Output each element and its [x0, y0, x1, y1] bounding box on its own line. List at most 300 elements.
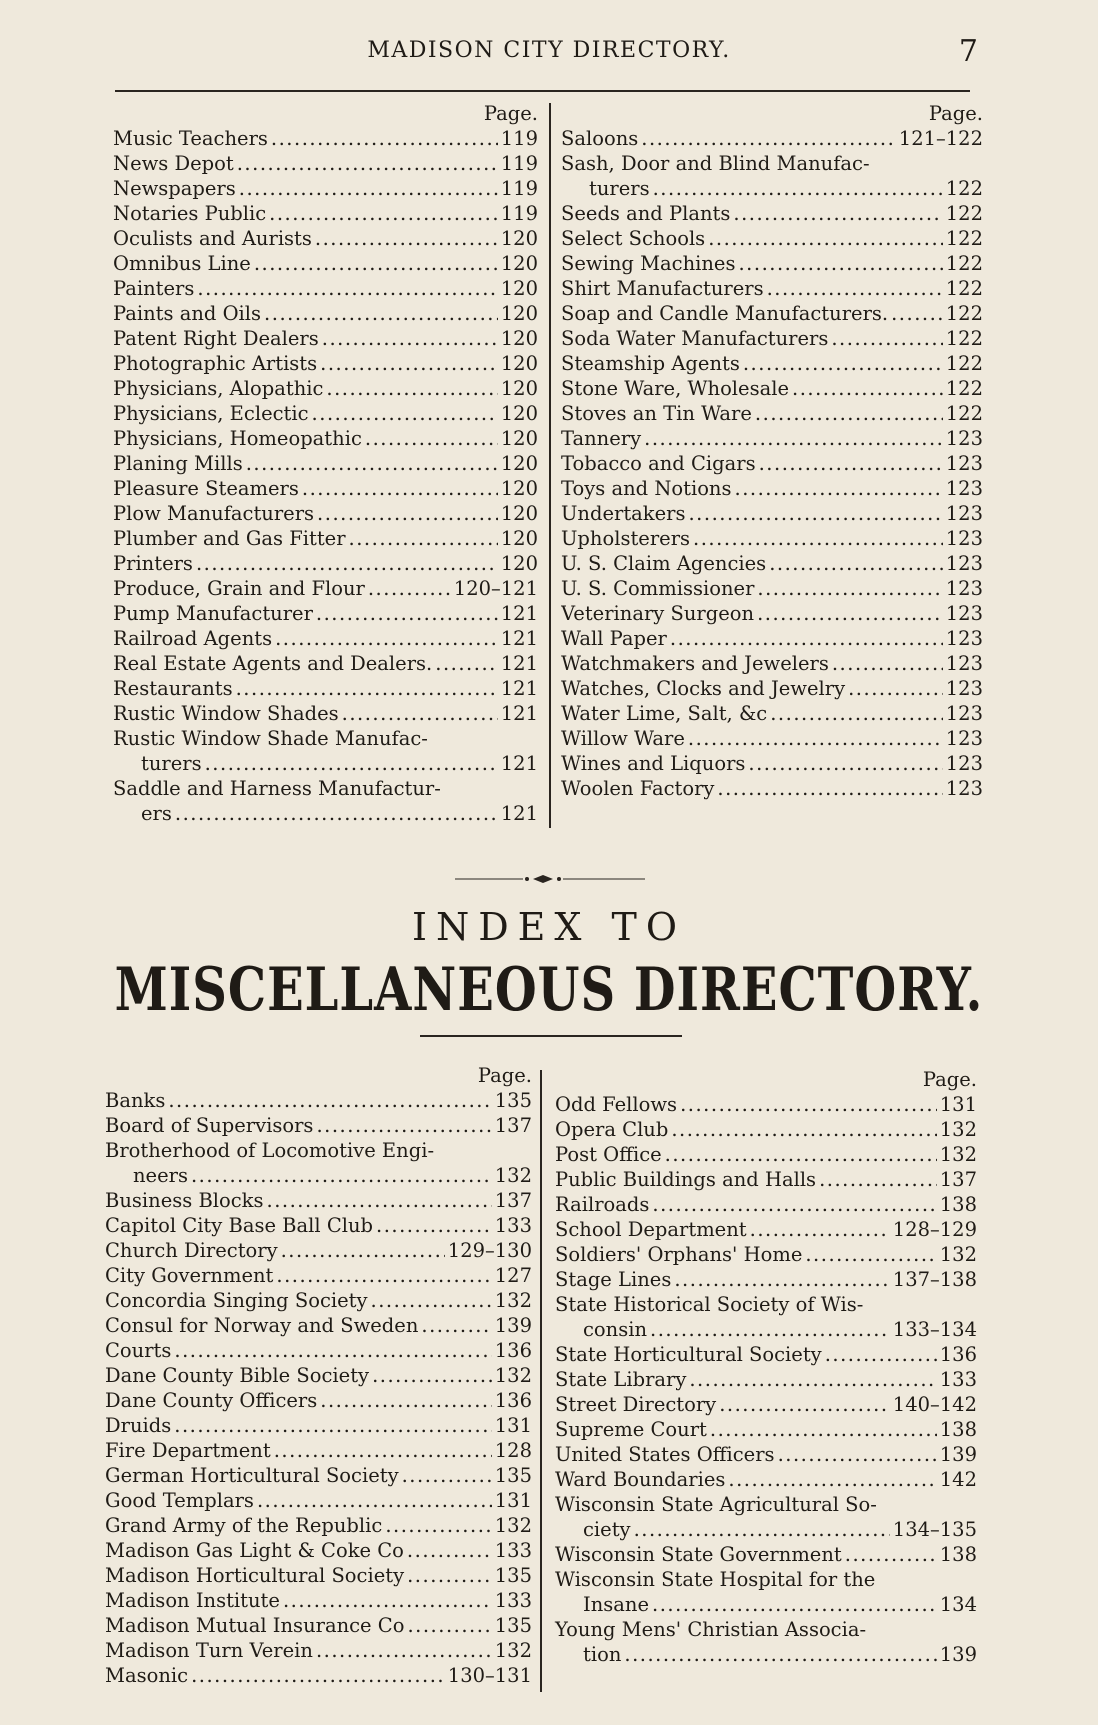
index-entry: [105, 1488, 532, 1513]
index-entry-name: Wisconsin State Agricultural So-: [555, 1493, 877, 1516]
index-entry-page: 120: [500, 227, 538, 250]
index-entry: [555, 1517, 977, 1542]
index-entry: [561, 701, 983, 726]
index-entry-page: 132: [494, 1639, 532, 1662]
index-entry-name: Madison Horticultural Society: [105, 1564, 405, 1587]
index-entry-name: Wall Paper: [561, 627, 667, 650]
index-entry: [561, 226, 983, 251]
index-entry-page: 139: [494, 1314, 532, 1337]
leader-dots: [271, 126, 498, 151]
top-left-index-column: [113, 101, 538, 826]
index-entry-page: 137–138: [892, 1268, 977, 1291]
leader-dots: [738, 251, 942, 276]
index-entry: [561, 676, 983, 701]
leader-dots: [767, 276, 943, 301]
index-entry-page: 123: [945, 727, 983, 750]
index-entry-page: 120: [500, 427, 538, 450]
leader-dots: [665, 1142, 937, 1167]
index-entry: [113, 351, 538, 376]
index-entry-page: 131: [494, 1414, 532, 1437]
index-entry-page: 122: [945, 252, 983, 275]
index-entry-name: Toys and Notions: [561, 477, 732, 500]
index-entry-page: 134: [939, 1593, 977, 1616]
leader-dots: [641, 126, 896, 151]
index-entry-name: Courts: [105, 1339, 172, 1362]
index-entry: [561, 776, 983, 801]
index-entry-name: Madison Institute: [105, 1589, 280, 1612]
leader-dots: [236, 676, 498, 701]
leader-dots: [719, 1392, 890, 1417]
leader-dots: [825, 1342, 937, 1367]
index-entry-name: Seeds and Plants: [561, 202, 731, 225]
leader-dots: [372, 1363, 492, 1388]
index-entry-page: 133: [494, 1589, 532, 1612]
index-entry-page: 131: [494, 1489, 532, 1512]
index-entry-page: 122: [945, 277, 983, 300]
index-entry-name: Music Teachers: [113, 127, 268, 150]
index-entry-continuation: turers: [589, 177, 650, 200]
section-heading-line2: MISCELLANEOUS DIRECTORY.: [114, 955, 984, 1025]
page-column-label: Page.: [483, 102, 538, 125]
index-entry-name: Plumber and Gas Fitter: [113, 527, 346, 550]
leader-dots: [254, 251, 498, 276]
index-entry: [113, 501, 538, 526]
index-entry-page: 121: [500, 652, 538, 675]
index-entry-continuation: turers: [141, 752, 202, 775]
index-entry-page: 140–142: [892, 1393, 977, 1416]
index-entry: [113, 451, 538, 476]
index-entry: [113, 401, 538, 426]
leader-dots: [750, 1217, 890, 1242]
index-entry-page: 132: [939, 1143, 977, 1166]
index-entry: [561, 526, 983, 551]
leader-dots: [269, 201, 498, 226]
index-entry-page: 123: [945, 702, 983, 725]
section-rule: [420, 1035, 682, 1037]
index-entry-page: 133–134: [892, 1318, 977, 1341]
index-entry: [561, 651, 983, 676]
index-entry-name: Paints and Oils: [113, 302, 262, 325]
index-entry-page: 138: [939, 1418, 977, 1441]
index-entry-page: 133: [939, 1368, 977, 1391]
index-entry-name: German Horticultural Society: [105, 1464, 399, 1487]
index-entry: [561, 626, 983, 651]
leader-dots: [385, 1513, 491, 1538]
leader-dots: [407, 1563, 492, 1588]
index-entry-name: Upholsterers: [561, 527, 691, 550]
index-entry-page: 132: [494, 1289, 532, 1312]
index-entry-continuation: consin: [583, 1318, 648, 1341]
leader-dots: [671, 1117, 936, 1142]
index-entry-name: Photographic Artists: [113, 352, 318, 375]
index-entry-continuation: ers: [141, 802, 172, 825]
index-entry-page: 120: [500, 327, 538, 350]
leader-dots: [267, 1188, 492, 1213]
index-entry: [555, 1317, 977, 1342]
index-entry-name: Real Estate Agents and Dealers.: [113, 652, 433, 675]
index-entry-name: Wines and Liquors: [561, 752, 746, 775]
leader-dots: [755, 401, 943, 426]
index-entry-page: 134–135: [892, 1518, 977, 1541]
leader-dots: [688, 726, 943, 751]
index-entry: [113, 251, 538, 276]
index-entry-page: 132: [494, 1514, 532, 1537]
index-entry-name: Sash, Door and Blind Manufac-: [561, 152, 870, 175]
index-entry: [113, 426, 538, 451]
index-entry-page: 120: [500, 277, 538, 300]
leader-dots: [264, 301, 498, 326]
leader-dots: [316, 1113, 491, 1138]
index-entry-name: Produce, Grain and Flour: [113, 577, 365, 600]
index-entry-name: Pleasure Steamers: [113, 477, 299, 500]
index-entry: [105, 1288, 532, 1313]
index-entry-page: 131: [939, 1093, 977, 1116]
index-entry-page: 123: [945, 577, 983, 600]
index-entry-page: 120–121: [453, 577, 538, 600]
leader-dots: [191, 1663, 445, 1688]
leader-dots: [848, 676, 943, 701]
index-entry-page: 119: [500, 177, 538, 200]
index-entry: [561, 376, 983, 401]
index-entry: [113, 601, 538, 626]
index-entry: [561, 751, 983, 776]
index-entry-name: Brotherhood of Locomotive Engi-: [105, 1139, 435, 1162]
index-entry-page: 122: [945, 202, 983, 225]
index-entry: [561, 451, 983, 476]
index-entry-page: 120: [500, 552, 538, 575]
leader-dots: [670, 626, 943, 651]
leader-dots: [276, 1263, 491, 1288]
index-entry-page: 122: [945, 227, 983, 250]
index-entry-name: Rustic Window Shade Manufac-: [113, 727, 428, 750]
index-entry-page: 122: [945, 377, 983, 400]
leader-dots: [805, 1242, 936, 1267]
index-entry-page: 121: [500, 602, 538, 625]
index-entry-name: Saddle and Harness Manufactur-: [113, 777, 441, 800]
index-entry-page: 132: [939, 1243, 977, 1266]
index-entry: [561, 576, 983, 601]
index-entry: [105, 1538, 532, 1563]
index-entry-page: 129–130: [447, 1239, 532, 1262]
index-entry-name: Stage Lines: [555, 1268, 672, 1291]
index-entry: [113, 551, 538, 576]
index-entry-page: 133: [494, 1214, 532, 1237]
leader-dots: [743, 351, 943, 376]
leader-dots: [650, 1317, 890, 1342]
index-entry-page: 142: [939, 1468, 977, 1491]
index-entry-page: 135: [494, 1564, 532, 1587]
leader-dots: [710, 1417, 937, 1442]
leader-dots: [320, 1388, 492, 1413]
leader-dots: [376, 1213, 492, 1238]
index-entry-name: Saloons: [561, 127, 639, 150]
index-entry: [113, 476, 538, 501]
index-entry: [555, 1242, 977, 1267]
leader-dots: [674, 1267, 889, 1292]
leader-dots: [275, 626, 498, 651]
leader-dots: [317, 501, 498, 526]
leader-dots: [708, 226, 943, 251]
leader-dots: [832, 651, 943, 676]
column-divider-top: [549, 103, 551, 828]
index-entry-page: 123: [945, 552, 983, 575]
index-entry: [105, 1638, 532, 1663]
leader-dots: [435, 651, 498, 676]
index-entry: [561, 326, 983, 351]
index-entry-name: Stoves an Tin Ware: [561, 402, 752, 425]
index-entry: [105, 1263, 532, 1288]
index-entry-page: 123: [945, 627, 983, 650]
leader-dots: [728, 1467, 936, 1492]
leader-dots: [845, 1542, 937, 1567]
index-entry: [561, 201, 983, 226]
leader-dots: [191, 1163, 492, 1188]
index-entry: [555, 1167, 977, 1192]
index-entry: [555, 1392, 977, 1417]
index-entry-name: Madison Gas Light & Coke Co: [105, 1539, 404, 1562]
index-entry: [105, 1238, 532, 1263]
leader-dots: [778, 1442, 937, 1467]
index-entry-page: 121: [500, 702, 538, 725]
leader-dots: [689, 1367, 936, 1392]
index-entry-name: Oculists and Aurists: [113, 227, 312, 250]
index-entry-name: Physicians, Alopathic: [113, 377, 324, 400]
index-entry-name: Good Templars: [105, 1489, 254, 1512]
index-entry-name: Rustic Window Shades: [113, 702, 339, 725]
index-entry-name: State Library: [555, 1368, 687, 1391]
index-entry-page: 123: [945, 677, 983, 700]
index-entry-page: 121: [500, 627, 538, 650]
page-column-label: Page.: [477, 1064, 532, 1087]
index-entry-name: Public Buildings and Halls: [555, 1168, 817, 1191]
index-entry-name: Railroad Agents: [113, 627, 273, 650]
index-entry-name: Plow Manufacturers: [113, 502, 315, 525]
index-entry: [113, 326, 538, 351]
index-entry-page: 122: [945, 352, 983, 375]
index-entry: [561, 601, 983, 626]
index-entry-name: Water Lime, Salt, &c: [561, 702, 768, 725]
index-entry-name: Pump Manufacturer: [113, 602, 313, 625]
leader-dots: [281, 1238, 445, 1263]
index-entry-name: Physicians, Homeopathic: [113, 427, 362, 450]
leader-dots: [735, 476, 943, 501]
index-entry-page: 138: [939, 1193, 977, 1216]
index-entry-name: Post Office: [555, 1143, 662, 1166]
leader-dots: [322, 326, 498, 351]
index-entry-page: 132: [494, 1164, 532, 1187]
index-entry: [105, 1613, 532, 1638]
leader-dots: [371, 1288, 492, 1313]
index-entry: [113, 701, 538, 726]
index-entry-name: Banks: [105, 1089, 166, 1112]
index-entry-page: 132: [494, 1364, 532, 1387]
index-entry: [113, 151, 538, 176]
index-entry-continuation: Insane: [583, 1593, 649, 1616]
index-entry-page: 120: [500, 502, 538, 525]
leader-dots: [688, 501, 942, 526]
leader-dots: [402, 1463, 492, 1488]
index-entry-name: Grand Army of the Republic: [105, 1514, 383, 1537]
index-entry: [113, 176, 538, 201]
index-entry: [113, 301, 538, 326]
index-entry: [555, 1342, 977, 1367]
index-entry-page: 133: [494, 1539, 532, 1562]
index-entry-name: Ward Boundaries: [555, 1468, 726, 1491]
leader-dots: [653, 176, 943, 201]
leader-dots: [693, 526, 943, 551]
index-entry-name: Planing Mills: [113, 452, 243, 475]
index-entry-name: Druids: [105, 1414, 172, 1437]
leader-dots: [274, 1438, 492, 1463]
leader-dots: [819, 1167, 937, 1192]
index-entry: [105, 1463, 532, 1488]
index-entry: [561, 176, 983, 201]
index-entry-page: 139: [939, 1643, 977, 1666]
index-entry: [105, 1388, 532, 1413]
index-entry: [561, 476, 983, 501]
index-entry-page: 120: [500, 452, 538, 475]
index-entry-name: Consul for Norway and Sweden: [105, 1314, 419, 1337]
header-rule: [115, 90, 970, 92]
index-entry: [555, 1092, 977, 1117]
index-entry-name: Shirt Manufacturers: [561, 277, 764, 300]
leader-dots: [239, 176, 498, 201]
leader-dots: [748, 751, 942, 776]
index-entry-name: U. S. Commissioner: [561, 577, 755, 600]
index-entry-page: 120: [500, 352, 538, 375]
index-entry-page: 130–131: [447, 1664, 532, 1687]
leader-dots: [316, 1638, 492, 1663]
index-entry: [113, 626, 538, 651]
index-entry-name: Undertakers: [561, 502, 686, 525]
index-entry-page: 120: [500, 402, 538, 425]
index-entry-name: Steamship Agents: [561, 352, 740, 375]
top-right-index-column: [561, 101, 983, 801]
index-entry-page: 119: [500, 202, 538, 225]
index-entry-page: 138: [939, 1543, 977, 1566]
leader-dots: [237, 151, 498, 176]
index-entry-page: 123: [945, 527, 983, 550]
leader-dots: [759, 451, 943, 476]
index-entry-name: Madison Turn Verein: [105, 1639, 313, 1662]
index-entry-page: 121–122: [898, 127, 983, 150]
index-entry-page: 120: [500, 477, 538, 500]
index-entry-name: Patent Right Dealers: [113, 327, 319, 350]
leader-dots: [312, 401, 498, 426]
index-entry: [113, 126, 538, 151]
index-entry-page: 123: [945, 427, 983, 450]
index-entry-name: Tannery: [561, 427, 642, 450]
index-entry-page: 123: [945, 752, 983, 775]
index-entry: [555, 1592, 977, 1617]
index-entry: [105, 1413, 532, 1438]
index-entry: [113, 651, 538, 676]
leader-dots: [174, 1338, 491, 1363]
leader-dots: [174, 1413, 492, 1438]
index-entry: [105, 1088, 532, 1113]
index-entry: [105, 1663, 532, 1688]
index-entry-continuation: ciety: [583, 1518, 631, 1541]
index-entry-page: 137: [494, 1114, 532, 1137]
index-entry-name: Select Schools: [561, 227, 706, 250]
index-entry: [105, 1113, 532, 1138]
leader-dots: [196, 551, 498, 576]
index-entry-name: United States Officers: [555, 1443, 775, 1466]
leader-dots: [407, 1538, 492, 1563]
leader-dots: [891, 301, 943, 326]
index-entry-name: School Department: [555, 1218, 747, 1241]
leader-dots: [257, 1488, 492, 1513]
index-entry: [105, 1563, 532, 1588]
index-entry-page: 128: [494, 1439, 532, 1462]
index-entry-page: 122: [945, 177, 983, 200]
page-number: 7: [958, 34, 978, 69]
index-entry: [113, 526, 538, 551]
index-entry: [555, 1542, 977, 1567]
index-entry: [555, 1192, 977, 1217]
index-entry-page: 135: [494, 1614, 532, 1637]
index-entry-name: Tobacco and Cigars: [561, 452, 756, 475]
index-entry: [555, 1117, 977, 1142]
index-entry: [105, 1188, 532, 1213]
index-entry-page: 128–129: [892, 1218, 977, 1241]
index-entry-name: Newspapers: [113, 177, 236, 200]
index-entry-name: Soda Water Manufacturers: [561, 327, 829, 350]
index-entry: [105, 1438, 532, 1463]
index-entry-name: Soap and Candle Manufacturers.: [561, 302, 889, 325]
leader-dots: [733, 201, 942, 226]
index-entry: [555, 1467, 977, 1492]
index-entry-page: 123: [945, 602, 983, 625]
index-entry-page: 121: [500, 802, 538, 825]
bottom-left-index-column: [105, 1063, 532, 1688]
index-entry-name: Wisconsin State Government: [555, 1543, 842, 1566]
index-entry-page: 120: [500, 252, 538, 275]
index-entry: [555, 1417, 977, 1442]
index-entry: [105, 1588, 532, 1613]
leader-dots: [652, 1592, 937, 1617]
index-entry-name: State Horticultural Society: [555, 1343, 822, 1366]
index-entry-page: 139: [939, 1443, 977, 1466]
index-entry: [113, 751, 538, 776]
index-entry-page: 137: [494, 1189, 532, 1212]
leader-dots: [246, 451, 498, 476]
index-entry-name: Watchmakers and Jewelers: [561, 652, 829, 675]
leader-dots: [365, 426, 498, 451]
leader-dots: [283, 1588, 492, 1613]
index-entry: [105, 1213, 532, 1238]
index-entry-page: 119: [500, 127, 538, 150]
leader-dots: [315, 226, 498, 251]
index-entry-name: Church Directory: [105, 1239, 278, 1262]
section-heading-line1: INDEX TO: [411, 905, 687, 949]
leader-dots: [320, 351, 498, 376]
index-entry-name: Notaries Public: [113, 202, 267, 225]
index-entry-page: 123: [945, 652, 983, 675]
index-entry-name: Supreme Court: [555, 1418, 707, 1441]
running-title: MADISON CITY DIRECTORY.: [367, 38, 731, 63]
index-entry-page: 122: [945, 302, 983, 325]
index-entry: [555, 1142, 977, 1167]
index-entry-name: Opera Club: [555, 1118, 669, 1141]
index-entry: [555, 1442, 977, 1467]
leader-dots: [368, 576, 451, 601]
index-entry-page: 123: [945, 477, 983, 500]
index-entry: [555, 1642, 977, 1667]
index-entry-name: Masonic: [105, 1664, 189, 1687]
index-entry-name: City Government: [105, 1264, 274, 1287]
page-header: [0, 34, 1098, 74]
